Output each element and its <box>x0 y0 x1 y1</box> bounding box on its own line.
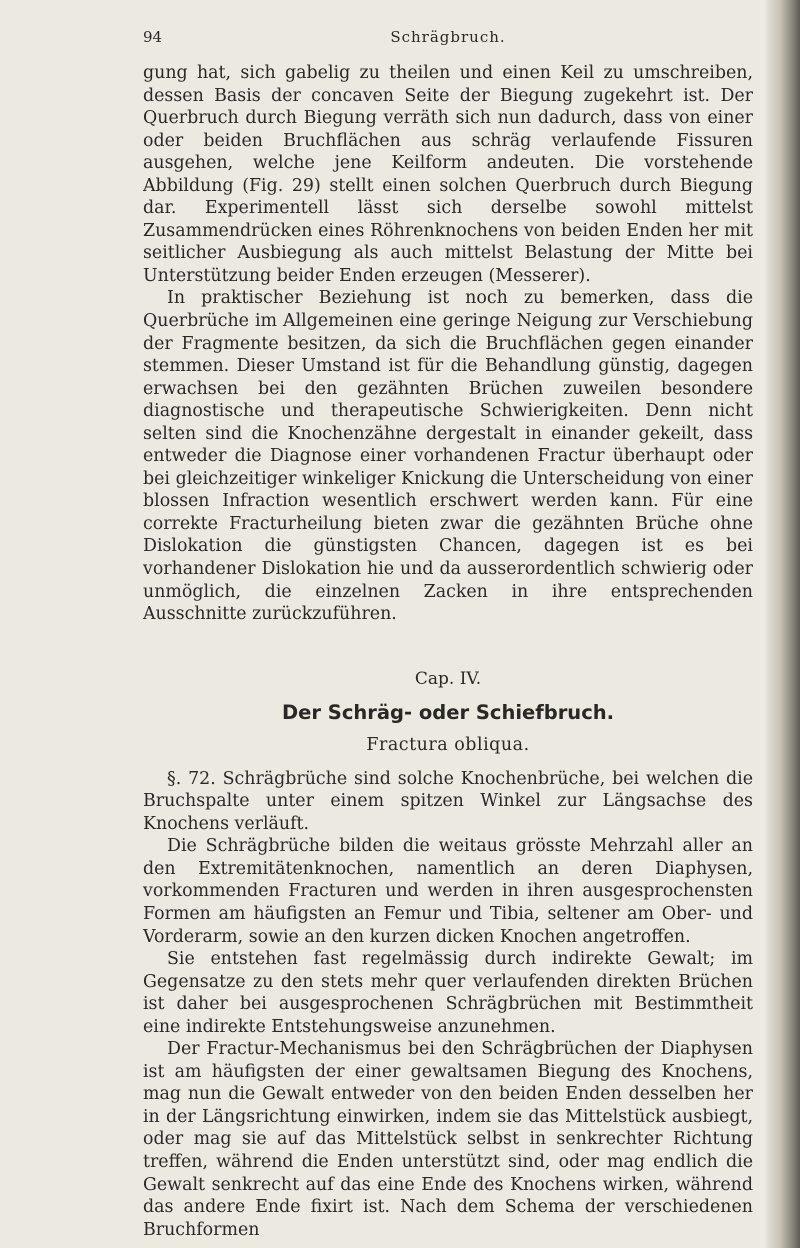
running-title: Schrägbruch. <box>390 28 506 46</box>
paragraph-continued: gung hat, sich gabelig zu theilen und einen Keil zu umschreiben, dessen Basis der concaven Seite der Biegung zugekehrt ist. Der Querbruch durch Biegung verräth sich nun dadurch, dass von einer oder beiden Bruchflächen aus schräg verlaufende Fissuren ausgehen, welche jene Keilform andeuten. Die vorstehende Abbildung (Fig. 29) stellt einen solchen Querbruch durch Biegung dar. Experimentell lässt sich derselbe sowohl mittelst Zusammendrücken eines Röhrenknochens von beiden Enden her mit seitlicher Ausbiegung als auch mittelst Belastung der Mitte bei Unterstützung beider Enden erzeugen (Messerer). <box>143 63 753 286</box>
chapter-title: Der Schräg- oder Schiefbruch. <box>281 700 615 724</box>
paragraph-section-72: §. 72. Schrägbrüche sind solche Knochenbrüche, bei welchen die Bruchspalte unter einem spitzen Winkel zur Längsachse des Knochens verläuft. <box>143 768 753 834</box>
paragraph: Der Fractur-Mechanismus bei den Schrägbrüchen der Diaphysen ist am häufigsten der einer gewaltsamen Biegung des Knochens, mag nun die Gewalt entweder von den beiden Enden desselben her in der Längsrichtung einwirken, indem sie das Mittelstück ausbiegt, oder mag sie auf das Mittelstück selbst in senkrechter Richtung treffen, während die Enden unterstützt sind, oder mag endlich die Gewalt senkrecht auf das eine Ende des Knochens wirken, während das andere Ende fixirt ist. Nach dem Schema der verschiedenen Bruchformen <box>143 1039 753 1240</box>
chapter-subtitle: Fractura obliqua. <box>366 734 530 755</box>
running-head <box>143 28 753 54</box>
paragraph: In praktischer Beziehung ist noch zu bemerken, dass die Querbrüche im Allgemeinen eine geringe Neigung zur Verschiebung der Fragmente besitzen, da sich die Bruchflächen gegen einander stemmen. Dieser Umstand ist für die Behandlung günstig, dagegen erwachsen bei den gezähnten Brüchen zuweilen besondere diagnostische und therapeutische Schwierigkeiten. Denn nicht selten sind die Knochenzähne dergestalt in einander gekeilt, dass entweder die Diagnose einer vorhandenen Fractur überhaupt oder bei gleichzeitiger winkeliger Knickung die Unterscheidung von einer blossen Infraction wesentlich erschwert werden kann. Für eine correkte Fracturheilung bieten zwar die gezähnten Brüche ohne Dislokation die günstigsten Chancen, dagegen ist es bei vorhandener Dislokation hie und da ausserordentlich schwierig oder unmöglich, die einzelnen Zacken in ihre entsprechenden Ausschnitte zurückzuführen. <box>143 288 753 625</box>
chapter-label: Cap. IV. <box>414 668 482 689</box>
body-text <box>143 62 753 1241</box>
chapter-heading-block <box>143 666 753 768</box>
paragraph: Die Schrägbrüche bilden die weitaus grösste Mehrzahl aller an den Extremitätenknochen, namentlich an deren Diaphysen, vorkommenden Fracturen und werden in ihren ausgesprochensten Formen am häufigsten an Femur und Tibia, seltener am Ober- und Vorderarm, sowie an den kurzen dicken Knochen angetroffen. <box>143 836 753 947</box>
page-number: 94 <box>143 28 163 46</box>
paragraph: Sie entstehen fast regelmässig durch indirekte Gewalt; im Gegensatze zu den stets mehr quer verlaufenden direkten Brüchen ist daher bei ausgesprochenen Schrägbrüchen mit Bestimmtheit eine indirekte Entstehungsweise anzunehmen. <box>143 949 753 1037</box>
book-spine-edge <box>766 0 800 1248</box>
